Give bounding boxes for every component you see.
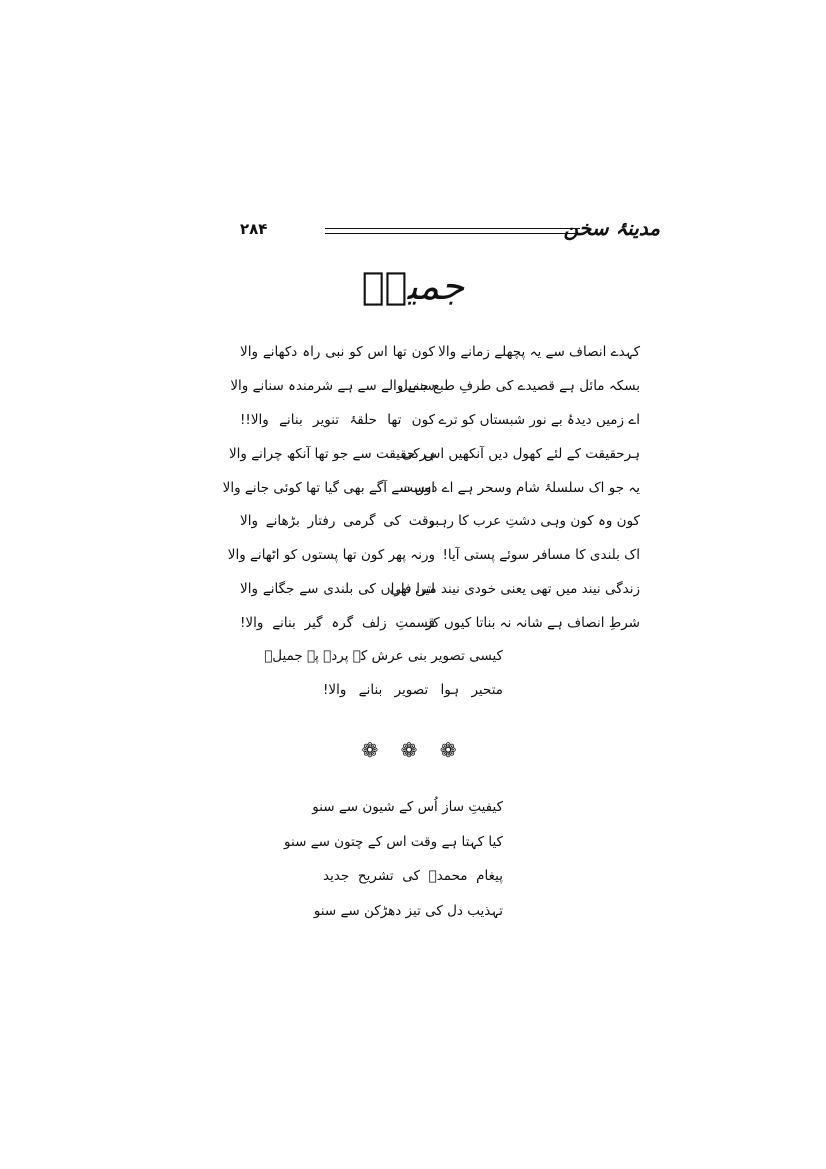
page-number: ۲۸۴ — [240, 220, 268, 238]
closing-couplet-line: کیسی تصویر بنی عرش کے پردے پہ جمیلؔ — [264, 648, 503, 664]
couplet — [240, 509, 640, 543]
couplet-first-line: اک بلندی کا مسافر سوئے پستی آیا! — [442, 547, 640, 564]
couplet — [227, 543, 640, 577]
couplet-first-line: زندگی نیند میں تھی یعنی خودی نیند میں تھی — [389, 581, 640, 598]
couplet-second-line: کون تھا اس کو نبی راہ دکھانے والا — [240, 344, 435, 360]
quatrain-line: پیغام محمدؐ کی تشریح جدید — [323, 868, 503, 884]
couplet — [228, 442, 640, 476]
couplet-first-line: شرطِ انصاف ہے شانہ نہ بناتا کیوں کر — [425, 615, 640, 632]
couplet — [222, 476, 640, 510]
couplet-second-line: کون تھا حلقۂ تنویر بنانے والا!! — [240, 411, 435, 428]
header-rule-top — [325, 228, 580, 229]
page-header — [240, 218, 660, 248]
couplets — [222, 340, 640, 645]
couplet — [240, 611, 640, 645]
couplet-first-line: کہدے انصاف سے یہ پچھلے زمانے والا — [438, 344, 640, 360]
closing-couplet-line: متحیر ہوا تصویر بنانے والا! — [323, 682, 503, 698]
couplet-second-line: قسمتِ زلف گرہ گیر بنانے والا! — [240, 615, 435, 632]
couplet — [230, 374, 640, 408]
section-divider-ornament-icon: ❁ ❁ ❁ — [361, 738, 465, 762]
couplet — [240, 340, 640, 374]
couplet-second-line: سننے والے سے ہے شرمندہ سنانے والا — [230, 377, 435, 394]
couplet-second-line: ورنہ پھر کون تھا پستوں کو اٹھانے والا — [227, 547, 435, 564]
quatrain — [0, 795, 826, 933]
header-rule-bottom — [325, 233, 580, 234]
quatrain-line: کیا کہتا ہے وقت اس کے چتون سے سنو — [284, 833, 503, 850]
couplet-second-line: وقت کی گرمی رفتار بڑھانے والا — [240, 513, 435, 530]
couplet — [240, 577, 640, 611]
couplet-second-line: اس سے آگے بھی گیا تھا کوئی جانے والا — [222, 479, 435, 496]
couplet-second-line: ہر حقیقت سے جو تھا آنکھ چرانے والا — [228, 445, 435, 462]
closing-couplet — [0, 644, 826, 712]
couplet-first-line: ہرحقیقت کے لئے کھول دیں آنکھیں اس کی — [401, 445, 640, 462]
quatrain-line: تہذیب دل کی تیز دھڑکن سے سنو — [313, 902, 503, 919]
quatrain-line: کیفیتِ ساز اُس کے شیون سے سنو — [312, 799, 503, 815]
couplet — [240, 408, 640, 442]
couplet-first-line: کون وہ کون وہی دشتِ عرب کا رہبر — [427, 513, 640, 530]
poem-title: جمیلؔ — [361, 264, 465, 308]
couplet-second-line: اترا فاراں کی بلندی سے جگانے والا — [240, 581, 435, 598]
book-title: مدینۂ سخن — [563, 216, 660, 240]
couplet-first-line: بسکہ مائل ہے قصیدے کی طرفِ طبع جمیل — [398, 377, 640, 394]
couplet-first-line: اے زمیں دیدۂ بے نور شبستاں کو ترے — [438, 411, 640, 428]
couplet-first-line: یہ جو اک سلسلۂ شام وسحر ہے اے دوست — [400, 479, 640, 496]
